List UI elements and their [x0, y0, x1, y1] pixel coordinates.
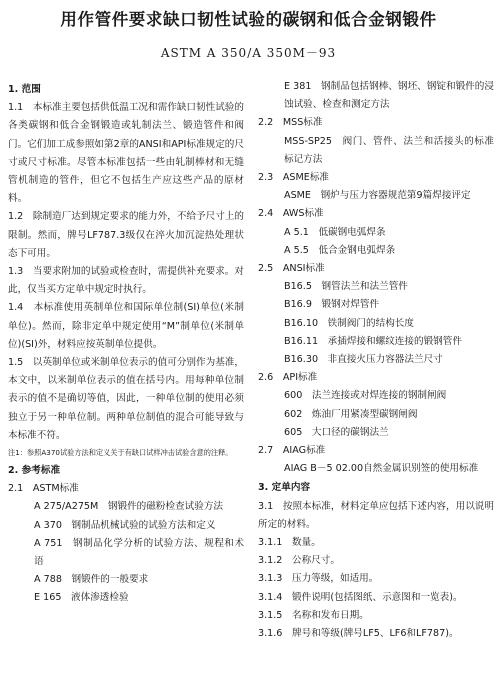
- paragraph: B16.9 锻钢对焊管件: [284, 299, 380, 311]
- paragraph: 2.4 AWS标准: [258, 208, 324, 220]
- paragraph: 2.6 API标准: [258, 372, 318, 384]
- paragraph: 3.1.3 压力等级，如适用。: [258, 573, 379, 585]
- paragraph: 3.1.1 数量。: [258, 537, 321, 549]
- paragraph: 2.5 ANSI标准: [258, 263, 325, 275]
- paragraph: 3.1.5 名称和发布日期。: [258, 609, 369, 621]
- paragraph: B16.11 承插焊接和螺纹连接的锻钢管件: [284, 335, 462, 347]
- paragraph: 602 炼油厂用紧凑型碳钢闸阀: [284, 408, 418, 420]
- page-title: 用作管件要求缺口韧性试验的碳钢和低合金钢锻件: [60, 10, 437, 29]
- standard-designation: ASTM A 350/A 350M－93: [160, 46, 337, 60]
- section-heading: 3. 定单内容: [258, 482, 311, 494]
- paragraph: 2.7 AIAG标准: [258, 445, 326, 457]
- paragraph: A 788 钢锻件的一般要求: [34, 574, 149, 586]
- paragraph: 2.3 ASME标准: [258, 172, 330, 184]
- paragraph: A 5.1 低碳钢电弧焊条: [284, 226, 386, 238]
- paragraph: 1.3 当要求附加的试验或检查时，需提供补充要求。对此，仅当买方定单中规定时执行。: [8, 266, 244, 296]
- paragraph: 3.1.6 牌号和等级(牌号LF5、LF6和LF787)。: [258, 628, 459, 640]
- paragraph: 1.5 以英制单位或米制单位表示的值可分别作为基准，本文中，以米制单位表示的值在括号内。用每种单位制表示的值不是确切等值，因此，一种单位制的使用必须独立于另一种单位制。两种单位制值的混合可能导致与本标准不符。: [8, 357, 244, 441]
- footnote: 注1：参照A370试验方法和定义关于有缺口试样冲击试验含意的注释。: [8, 448, 233, 458]
- paragraph: E 381 钢制品包括钢棒、钢坯、钢锭和锻件的浸蚀试验、检查和测定方法: [284, 81, 494, 111]
- left-column: [8, 80, 244, 608]
- paragraph: 3.1.2 公称尺寸。: [258, 555, 340, 567]
- paragraph: 1.1 本标准主要包括供低温工况和需作缺口韧性试验的各类碳钢和低合金钢锻造或轧制法兰、锻造管件和阀门。它们加工成参照如第2章的ANSI和API标准规定的尺寸或尺寸标准。尽管本标准包括一些由轧制棒材和无缝管机制造的管件，但它不包括生产应这些产品的原材料。: [8, 102, 244, 205]
- paragraph: ASME 钢炉与压力容器规范第9篇焊接评定: [284, 190, 471, 202]
- paragraph: B16.30 非直接火压力容器法兰尺寸: [284, 354, 443, 366]
- paragraph: 1.4 本标准使用英制单位和国际单位制(SI)单位(米制单位)。然而，除非定单中规定使用“M”制单位(米制单位)(SI)外，材料应按英制单位提供。: [8, 302, 244, 350]
- paragraph: A 275/A275M 钢锻件的磁粉检查试验方法: [34, 501, 224, 513]
- paragraph: 605 大口径的碳钢法兰: [284, 426, 389, 438]
- paragraph: 2.2 MSS标准: [258, 117, 323, 129]
- right-column: [258, 78, 494, 643]
- paragraph: A 751 钢制品化学分析的试验方法、规程和术语: [34, 537, 244, 568]
- paragraph: AIAG B－5 02.00自然金属识别签的使用标准: [284, 463, 479, 475]
- paragraph: 1.2 除制造厂达到规定要求的能力外，不给予尺寸上的限制。然而，牌号LF787.3级仅在淬火加沉淀热处理状态下可用。: [8, 211, 244, 259]
- paragraph: A 370 钢制品机械试验的试验方法和定义: [34, 519, 216, 531]
- paragraph: B16.10 铁制阀门的结构长度: [284, 317, 414, 329]
- section-heading: 2. 参考标准: [8, 465, 61, 477]
- paragraph: 3.1 按照本标准，材料定单应包括下述内容，用以说明所定的材料。: [258, 500, 494, 530]
- paragraph: MSS-SP25 阀门、管件、法兰和活接头的标准标记方法: [284, 135, 494, 165]
- paragraph: 2.1 ASTM标准: [8, 483, 79, 495]
- paragraph: 3.1.4 锻件说明(包括图纸、示意图和一览表)。: [258, 591, 463, 603]
- section-heading: 1. 范围: [8, 84, 41, 95]
- paragraph: A 5.5 低合金钢电弧焊条: [284, 244, 396, 256]
- paragraph: E 165 液体渗透检验: [34, 592, 129, 604]
- paragraph: 600 法兰连接或对焊连接的钢制闸阀: [284, 390, 447, 402]
- paragraph: B16.5 钢管法兰和法兰管件: [284, 281, 408, 293]
